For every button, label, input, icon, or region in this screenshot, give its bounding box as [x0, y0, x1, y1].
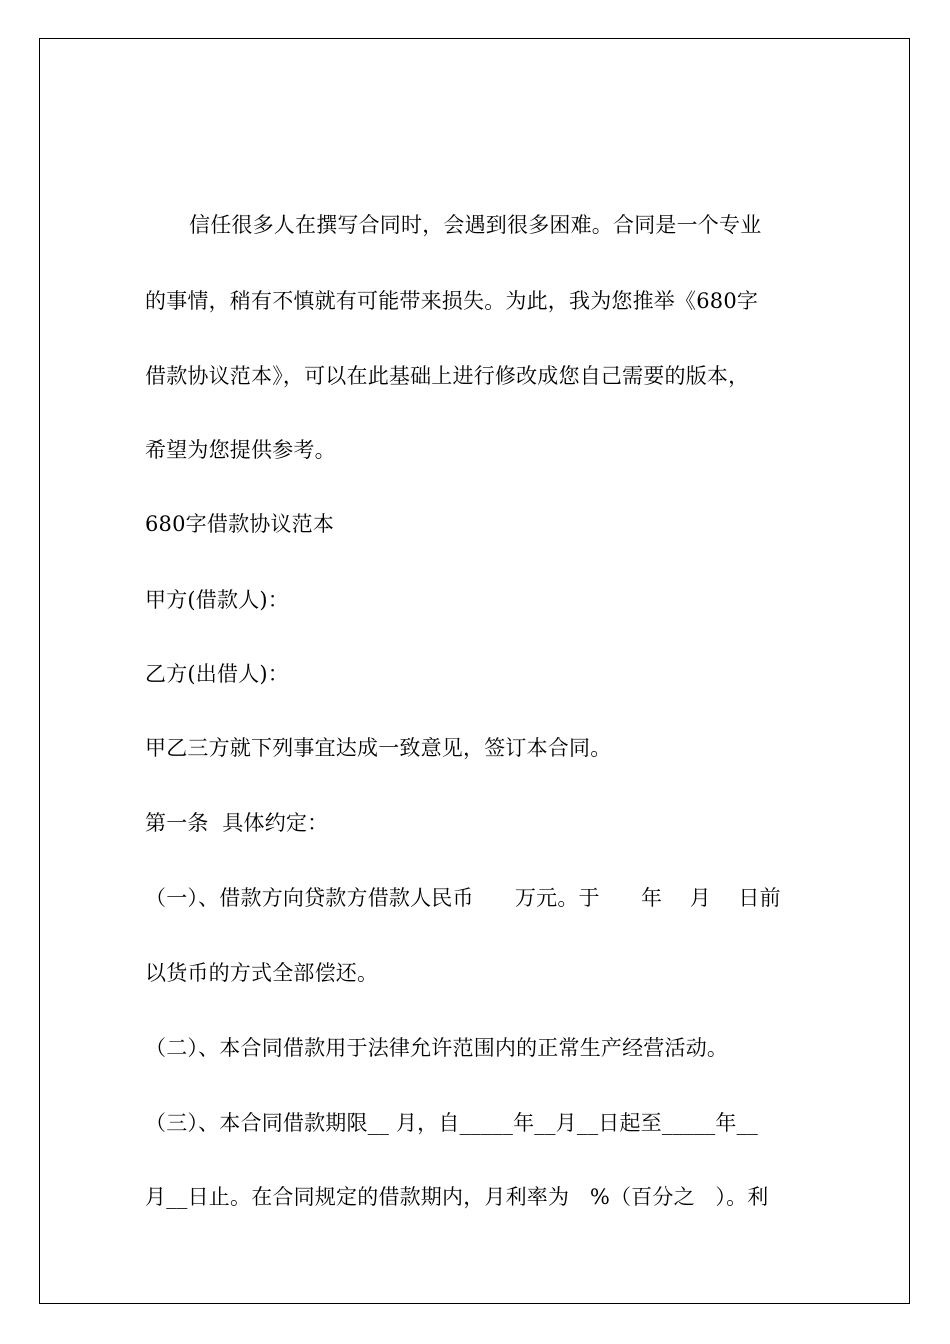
clause-three-line-1: （三）、本合同借款期限__ 月，自_____年__月__日起至_____年__: [145, 1111, 758, 1135]
clause-one-line-2: 以货币的方式全部偿还。: [145, 961, 379, 985]
article-one-heading: 第一条 具体约定：: [145, 811, 329, 835]
clause-one-line-1: （一）、借款方向贷款方借款人民币 万元。于 年 月 日前: [145, 886, 781, 910]
clause-two: （二）、本合同借款用于法律允许范围内的正常生产经营活动。: [145, 1036, 729, 1060]
party-b-label: 乙方(出借人)：: [145, 662, 289, 686]
clause-three-line-2: 月__日止。在合同规定的借款期内，月利率为 %（百分之 ）。利: [145, 1185, 769, 1209]
agreement-statement: 甲乙三方就下列事宜达成一致意见，签订本合同。: [145, 736, 612, 760]
intro-paragraph-line-2: 的事情，稍有不慎就有可能带来损失。为此，我为您推举《680字: [145, 289, 759, 313]
intro-paragraph-line-1: 信任很多人在撰写合同时，会遇到很多困难。合同是一个专业: [189, 213, 762, 237]
intro-paragraph-line-3: 借款协议范本》，可以在此基础上进行修改成您自己需要的版本，: [145, 364, 750, 388]
party-a-label: 甲方(借款人)：: [145, 588, 289, 612]
document-title: 680字借款协议范本: [145, 512, 335, 536]
intro-paragraph-line-4: 希望为您提供参考。: [145, 438, 336, 462]
